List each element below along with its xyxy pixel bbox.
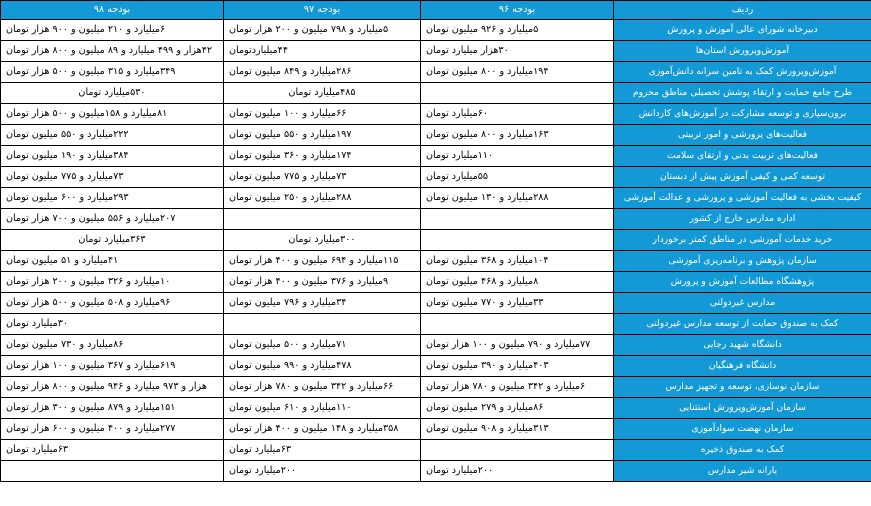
- budget-97-cell: ۱۱۵میلیارد و ۶۹۴ میلیون و ۴۰۰ هزار تومان: [224, 251, 421, 272]
- budget-96-cell: ۵میلیارد و ۹۲۶ میلیون تومان: [421, 20, 614, 41]
- budget-98-cell: ۲۷۷میلیارد و ۴۰۰ میلیون و ۶۰۰ هزار تومان: [1, 419, 224, 440]
- budget-98-cell: ۶۱۹میلیارد و ۳۶۷ میلیون و ۱۰۰ هزار تومان: [1, 356, 224, 377]
- budget-97-cell: ۵میلیارد و ۷۹۸ میلیون و ۲۰۰ هزار تومان: [224, 20, 421, 41]
- header-budget-96: بودجه ۹۶: [421, 1, 614, 20]
- table-row: [1, 398, 871, 419]
- table-row: [1, 314, 871, 335]
- table-row: [1, 167, 871, 188]
- table-row: [1, 356, 871, 377]
- budget-97-cell: ۳۰۰میلیارد تومان: [224, 230, 421, 251]
- budget-97-cell: ۲۰۰میلیارد تومان: [224, 461, 421, 482]
- budget-97-cell: ۹میلیارد و ۳۷۶ میلیون و ۴۰۰ هزار تومان: [224, 272, 421, 293]
- table-row: [1, 209, 871, 230]
- row-topic: پژوهشگاه مطالعات آموزش و پرورش: [614, 272, 871, 293]
- budget-98-cell: ۲۲۲میلیارد و ۵۵۰ میلیون تومان: [1, 125, 224, 146]
- budget-97-cell: [224, 209, 421, 230]
- row-topic: کمک به صندوق ذخیره: [614, 440, 871, 461]
- row-topic: دانشگاه فرهنگیان: [614, 356, 871, 377]
- budget-96-cell: [421, 209, 614, 230]
- budget-97-cell: ۲۸۶میلیارد و ۸۴۹ میلیون تومان: [224, 62, 421, 83]
- row-topic: طرح جامع حمایت و ارتقاء پوشش تحصیلی مناطق محروم: [614, 83, 871, 104]
- table-row: [1, 377, 871, 398]
- budget-98-cell: ۷۳میلیارد و ۷۷۵ میلیون تومان: [1, 167, 224, 188]
- header-row: [1, 1, 871, 20]
- row-topic: یارانه شیر مدارس: [614, 461, 871, 482]
- table-row: [1, 272, 871, 293]
- budget-96-cell: ۸۶میلیارد و ۲۷۹ میلیون تومان: [421, 398, 614, 419]
- budget-97-cell: [224, 314, 421, 335]
- budget-97-cell: ۱۱۰میلیارد و ۶۱۰ میلیون تومان: [224, 398, 421, 419]
- table-row: [1, 251, 871, 272]
- row-topic: خرید خدمات آموزشی در مناطق کمتر برخوردار: [614, 230, 871, 251]
- table-row: [1, 20, 871, 41]
- budget-98-cell: [1, 461, 224, 482]
- budget-97-cell: ۳۴میلیارد و ۷۹۶ میلیون تومان: [224, 293, 421, 314]
- budget-98-cell: ۳۸۴میلیارد و ۱۹۰ میلیون تومان: [1, 146, 224, 167]
- row-topic: مدارس غیردولتی: [614, 293, 871, 314]
- table-row: [1, 335, 871, 356]
- table-body: [1, 20, 871, 482]
- budget-98-cell: ۵۳۰میلیارد تومان: [1, 83, 224, 104]
- budget-98-cell: ۶میلیارد و ۲۱۰ میلیون و ۹۰۰ هزار تومان: [1, 20, 224, 41]
- header-topic: ردیف: [614, 1, 871, 20]
- row-topic: کیفیت بخشی به فعالیت آموزشی و پرورشی و عدالت آموزشی: [614, 188, 871, 209]
- row-topic: سازمان آموزش‌وپرورش استثنایی: [614, 398, 871, 419]
- budget-97-cell: ۴۷۸میلیارد و ۹۹۰ میلیون تومان: [224, 356, 421, 377]
- table-row: [1, 62, 871, 83]
- row-topic: سازمان پژوهش و برنامه‌ریزی آموزشی: [614, 251, 871, 272]
- budget-98-cell: هزار و ۹۷۳ میلیارد و ۹۴۶ میلیون و ۸۰۰ هزار تومان: [1, 377, 224, 398]
- budget-96-cell: ۳۰هزار میلیارد تومان: [421, 41, 614, 62]
- table-row: [1, 104, 871, 125]
- budget-98-cell: ۳۶۳میلیارد تومان: [1, 230, 224, 251]
- budget-96-cell: ۳۳میلیارد و ۷۷۰ میلیون تومان: [421, 293, 614, 314]
- budget-98-cell: ۹۶میلیارد و ۵۰۸ میلیون و ۵۰۰ هزار تومان: [1, 293, 224, 314]
- budget-97-cell: ۲۸۸میلیارد و ۲۵۰ میلیون تومان: [224, 188, 421, 209]
- budget-97-cell: ۶۳میلیارد تومان: [224, 440, 421, 461]
- budget-96-cell: ۱۶۳میلیارد و ۸۰۰ میلیون تومان: [421, 125, 614, 146]
- header-budget-98: بودجه ۹۸: [1, 1, 224, 20]
- budget-97-cell: ۱۹۷میلیارد و ۵۵۰ میلیون تومان: [224, 125, 421, 146]
- budget-98-cell: ۱۵۱میلیارد و ۸۷۹ میلیون و ۳۰۰ هزار تومان: [1, 398, 224, 419]
- table-row: [1, 440, 871, 461]
- table-row: [1, 146, 871, 167]
- budget-98-cell: ۴۲هزار و ۴۹۹ میلیارد و ۸۹ میلیون و ۸۰۰ هزار تومان: [1, 41, 224, 62]
- row-topic: کمک به صندوق حمایت از توسعه مدارس غیردولتی: [614, 314, 871, 335]
- budget-96-cell: ۳۱۳میلیارد و ۹۰۸ میلیون تومان: [421, 419, 614, 440]
- budget-96-cell: ۵۵میلیارد تومان: [421, 167, 614, 188]
- row-topic: سازمان نهضت سوادآموزی: [614, 419, 871, 440]
- budget-98-cell: ۶۳میلیارد تومان: [1, 440, 224, 461]
- budget-97-cell: ۶۶میلیارد و ۳۴۲ میلیون و ۷۸۰ هزار تومان: [224, 377, 421, 398]
- budget-97-cell: ۴۸۵میلیارد تومان: [224, 83, 421, 104]
- budget-96-cell: ۱۰۴میلیارد و ۳۶۸ میلیون تومان: [421, 251, 614, 272]
- budget-97-cell: ۳۵۸میلیارد و ۱۴۸ میلیون و ۴۰۰ هزار تومان: [224, 419, 421, 440]
- row-topic: سازمان نوسازی، توسعه و تجهیز مدارس: [614, 377, 871, 398]
- row-topic: برون‌سپاری و توسعه مشارکت در آموزش‌های کاردانش: [614, 104, 871, 125]
- budget-96-cell: ۴۰۳میلیارد و ۳۹۰ میلیون تومان: [421, 356, 614, 377]
- budget-96-cell: [421, 440, 614, 461]
- table-row: [1, 83, 871, 104]
- budget-98-cell: ۸۱میلیارد و ۱۵۸میلیون و ۵۰۰ هزار تومان: [1, 104, 224, 125]
- row-topic: توسعه کمی و کیفی آموزش پیش از دبستان: [614, 167, 871, 188]
- budget-98-cell: ۱۰میلیارد و ۳۲۶ میلیون و ۲۰۰ هزار تومان: [1, 272, 224, 293]
- table-row: [1, 188, 871, 209]
- budget-96-cell: ۸میلیارد و ۴۶۸ میلیون تومان: [421, 272, 614, 293]
- table-row: [1, 125, 871, 146]
- budget-98-cell: ۲۰۷میلیارد و ۵۵۶ میلیون و ۷۰۰ هزار تومان: [1, 209, 224, 230]
- table-row: [1, 293, 871, 314]
- row-topic: دانشگاه شهید رجایی: [614, 335, 871, 356]
- budget-96-cell: ۶۰میلیارد تومان: [421, 104, 614, 125]
- budget-96-cell: [421, 314, 614, 335]
- budget-96-cell: ۲۸۸میلیارد و ۱۳۰ میلیون تومان: [421, 188, 614, 209]
- row-topic: اداره مدارس خارج از کشور: [614, 209, 871, 230]
- budget-96-cell: ۱۹۴میلیارد و ۸۰۰ میلیون تومان: [421, 62, 614, 83]
- budget-98-cell: ۲۹۳میلیارد و ۶۰۰ میلیون تومان: [1, 188, 224, 209]
- budget-96-cell: ۶میلیارد و ۳۴۲ میلیون و ۷۸۰ هزار تومان: [421, 377, 614, 398]
- table-row: [1, 419, 871, 440]
- budget-98-cell: ۳۰میلیارد تومان: [1, 314, 224, 335]
- budget-96-cell: ۷۷میلیارد و ۷۹۰ میلیون و ۱۰۰ هزار تومان: [421, 335, 614, 356]
- budget-97-cell: ۷۱میلیارد و ۵۰۰ میلیون تومان: [224, 335, 421, 356]
- budget-97-cell: ۱۷۴میلیارد و ۳۶۰ میلیون تومان: [224, 146, 421, 167]
- budget-97-cell: ۷۳میلیارد و ۷۷۵ میلیون تومان: [224, 167, 421, 188]
- budget-98-cell: ۸۶میلیارد و ۷۳۰ میلیون تومان: [1, 335, 224, 356]
- budget-96-cell: ۱۱۰میلیارد تومان: [421, 146, 614, 167]
- budget-97-cell: ۴۴میلیاردتومان: [224, 41, 421, 62]
- table-row: [1, 230, 871, 251]
- budget-96-cell: [421, 83, 614, 104]
- header-budget-97: بودجه ۹۷: [224, 1, 421, 20]
- budget-98-cell: ۴۱میلیارد و ۵۱ میلیون تومان: [1, 251, 224, 272]
- row-topic: فعالیت‌های پرورشی و امور تربیتی: [614, 125, 871, 146]
- budget-98-cell: ۳۴۹میلیارد و ۳۱۵ میلیون و ۵۰۰ هزار تومان: [1, 62, 224, 83]
- row-topic: فعالیت‌های تربیت بدنی و ارتقای سلامت: [614, 146, 871, 167]
- row-topic: دبیرخانه شورای عالی آموزش و پرورش: [614, 20, 871, 41]
- budget-96-cell: ۲۰۰میلیارد تومان: [421, 461, 614, 482]
- budget-96-cell: [421, 230, 614, 251]
- row-topic: آموزش‌وپرورش کمک به تامین سرانه دانش‌آموزی: [614, 62, 871, 83]
- budget-97-cell: ۶۶میلیارد و ۱۰۰ میلیون تومان: [224, 104, 421, 125]
- table-row: [1, 41, 871, 62]
- row-topic: آموزش‌وپرورش استان‌ها: [614, 41, 871, 62]
- table-row: [1, 461, 871, 482]
